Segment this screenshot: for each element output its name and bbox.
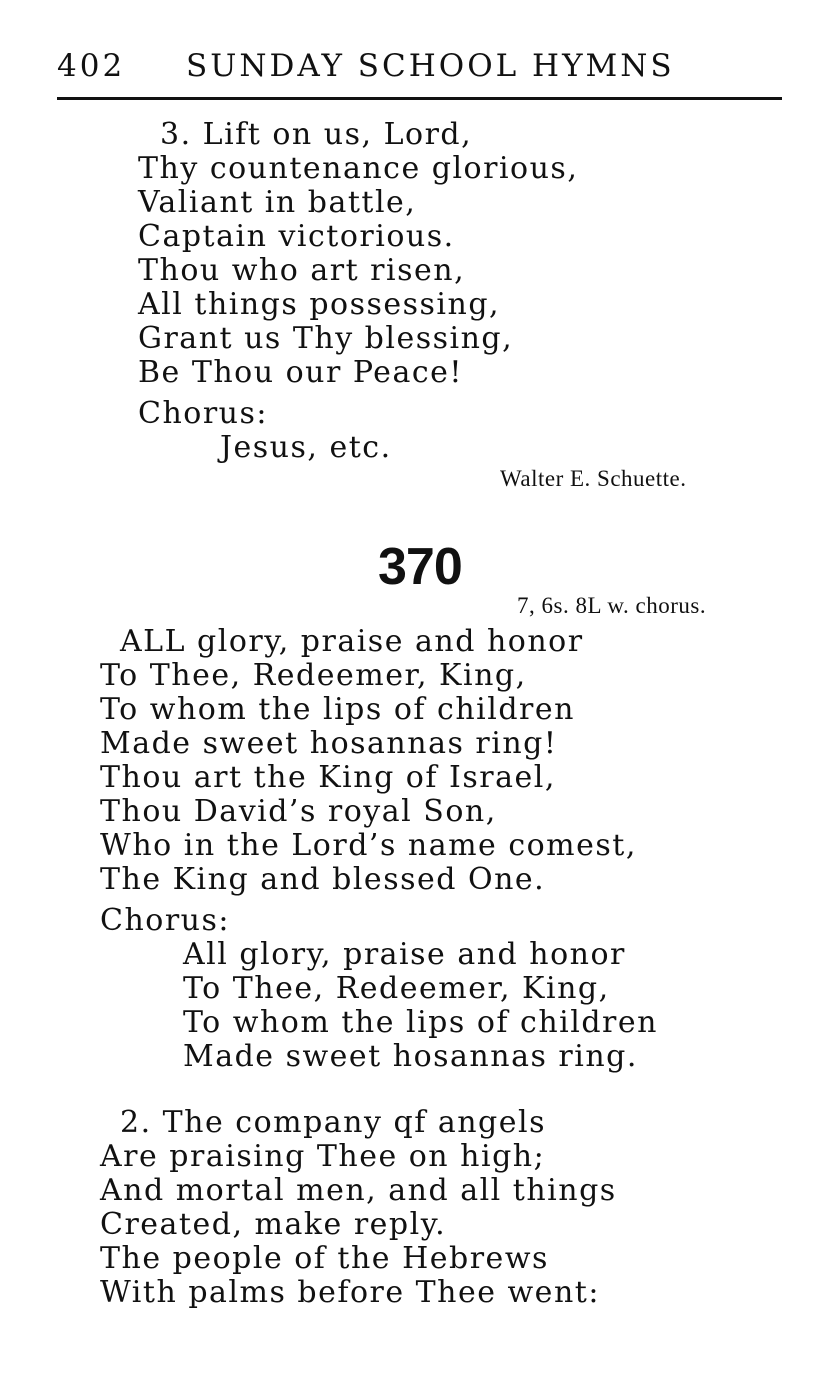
chorus-line: To Thee, Redeemer, King, xyxy=(183,971,610,1006)
running-title: SUNDAY SCHOOL HYMNS xyxy=(186,48,675,84)
hymn-number: 370 xyxy=(378,538,462,596)
verse-line: ALL glory, praise and honor xyxy=(120,624,584,659)
verse-line: Grant us Thy blessing, xyxy=(138,321,514,356)
verse-line: The King and blessed One. xyxy=(100,862,546,897)
chorus-line: To whom the lips of children xyxy=(183,1005,658,1040)
verse-line: With palms before Thee went: xyxy=(100,1275,600,1310)
page-number: 402 xyxy=(57,48,126,84)
verse-line: Made sweet hosannas ring! xyxy=(100,726,558,761)
header-rule xyxy=(57,97,782,100)
verse-line: To whom the lips of children xyxy=(100,692,575,727)
verse-line: 2. The company qf angels xyxy=(120,1105,546,1140)
verse-line: Thou David’s royal Son, xyxy=(100,794,497,829)
verse-line: To Thee, Redeemer, King, xyxy=(100,658,527,693)
chorus-line: Made sweet hosannas ring. xyxy=(183,1039,638,1074)
meter: 7, 6s. 8L w. chorus. xyxy=(517,593,707,618)
verse-line: Are praising Thee on high; xyxy=(100,1139,546,1174)
verse-line: Thou who art risen, xyxy=(138,253,466,288)
verse-line: The people of the Hebrews xyxy=(100,1241,549,1276)
verse-line: Captain victorious. xyxy=(138,219,455,254)
verse-line: Thy countenance glorious, xyxy=(138,151,579,186)
chorus-label: Chorus: xyxy=(138,396,269,431)
verse-line: 3. Lift on us, Lord, xyxy=(160,117,473,152)
verse-line: Thou art the King of Israel, xyxy=(100,760,556,795)
verse-line: All things possessing, xyxy=(138,287,501,322)
author-credit: Walter E. Schuette. xyxy=(500,466,687,491)
verse-line: Created, make reply. xyxy=(100,1207,447,1242)
chorus-label: Chorus: xyxy=(100,903,231,938)
verse-line: Valiant in battle, xyxy=(138,185,417,220)
verse-line: Who in the Lord’s name comest, xyxy=(100,828,637,863)
verse-line: And mortal men, and all things xyxy=(100,1173,617,1208)
chorus-reference: Jesus, etc. xyxy=(220,430,392,465)
page-header xyxy=(57,48,780,88)
chorus-line: All glory, praise and honor xyxy=(183,937,626,972)
verse-line: Be Thou our Peace! xyxy=(138,355,463,390)
